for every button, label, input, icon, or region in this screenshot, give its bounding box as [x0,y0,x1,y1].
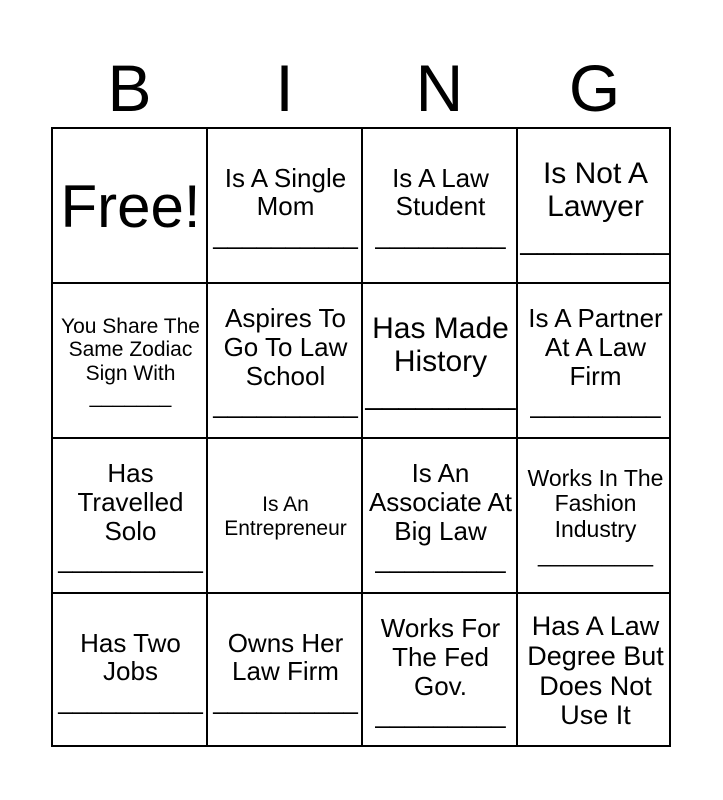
cell-text: Is Not A Lawyer _________ [520,157,671,256]
bingo-cell-free[interactable] [53,129,208,284]
bingo-cell[interactable] [518,594,673,749]
header-letter-b: B [107,51,152,125]
bingo-cell[interactable] [208,129,363,284]
cell-text: Has A Law Degree But Does Not Use It [527,611,664,731]
cell-text: Has Two Jobs __________ [58,627,203,715]
cell-text: Is A Law Student _________ [375,162,506,250]
header-letter-i: I [275,51,294,125]
header-letter-g: G [568,51,621,125]
header-letter-n: N [415,51,464,125]
cell-text: Has Travelled Solo __________ [58,458,203,575]
cell-text: Has Made History _________ [365,312,516,411]
bingo-header [52,50,672,126]
bingo-cell[interactable] [208,439,363,594]
bingo-cell[interactable] [363,439,518,594]
bingo-cell[interactable] [53,439,208,594]
cell-text: Free! [60,172,201,240]
bingo-cell[interactable] [363,129,518,284]
bingo-cell[interactable] [53,284,208,439]
bingo-cell[interactable] [518,439,673,594]
cell-text: You Share The Same Zodiac Sign With _______ [61,315,200,408]
bingo-board [51,127,671,747]
bingo-cell[interactable] [518,129,673,284]
cell-text: Works In The Fashion Industry _________ [527,464,664,567]
cell-text: Is A Single Mom __________ [213,162,358,250]
cell-text: Works For The Fed Gov. _________ [375,613,506,730]
bingo-cell[interactable] [208,594,363,749]
cell-text: Is A Partner At A Law Firm _________ [528,303,663,420]
bingo-cell[interactable] [363,594,518,749]
cell-text: Aspires To Go To Law School __________ [213,303,358,420]
cell-text: Owns Her Law Firm __________ [213,627,358,715]
cell-text: Is An Entrepreneur [224,493,347,540]
cell-text: Is An Associate At Big Law _________ [368,458,513,575]
bingo-cell[interactable] [363,284,518,439]
bingo-cell[interactable] [518,284,673,439]
bingo-cell[interactable] [53,594,208,749]
bingo-cell[interactable] [208,284,363,439]
